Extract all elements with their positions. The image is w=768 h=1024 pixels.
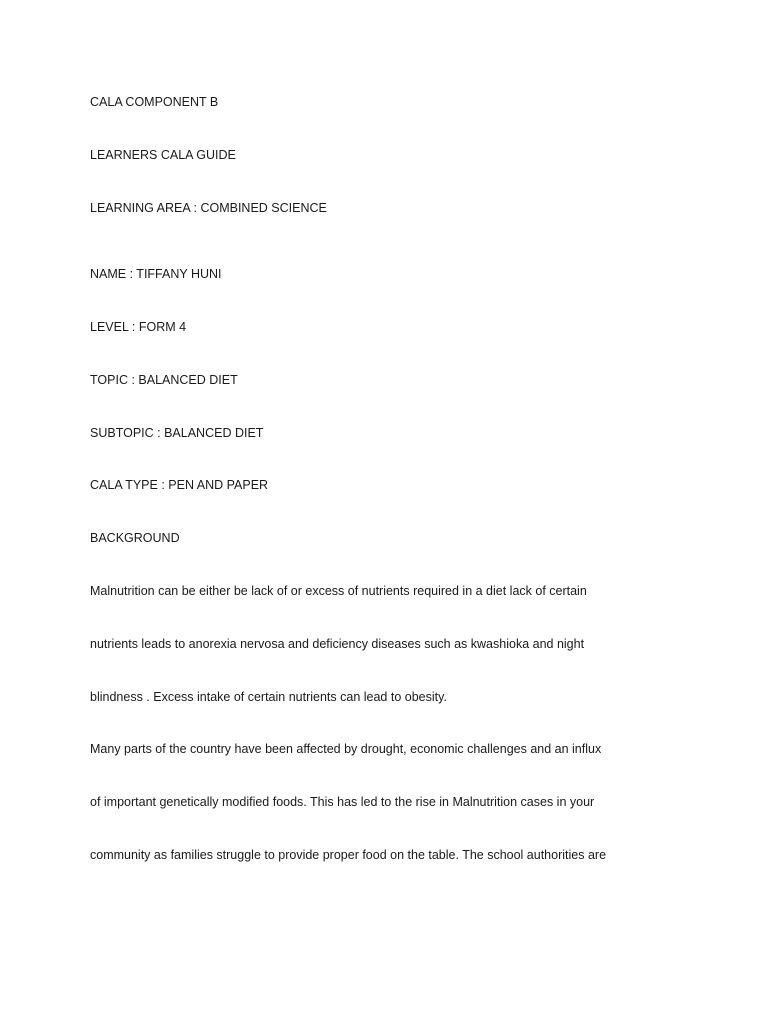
name-field: NAME : TIFFANY HUNI xyxy=(90,267,222,281)
guide-title: LEARNERS CALA GUIDE xyxy=(90,148,236,162)
topic-field: TOPIC : BALANCED DIET xyxy=(90,373,238,387)
level-field: LEVEL : FORM 4 xyxy=(90,320,187,334)
paragraph-line: blindness . Excess intake of certain nutrients can lead to obesity. xyxy=(90,690,447,704)
paragraph-line: Many parts of the country have been affected by drought, economic challenges and an influx xyxy=(90,742,602,756)
cala-type-field: CALA TYPE : PEN AND PAPER xyxy=(90,478,269,492)
paragraph-line: of important genetically modified foods. This has led to the rise in Malnutrition cases in your xyxy=(90,795,595,809)
subtopic-field: SUBTOPIC : BALANCED DIET xyxy=(90,426,264,440)
paragraph-line: Malnutrition can be either be lack of or excess of nutrients required in a diet lack of certain xyxy=(90,584,587,598)
learning-area-line: LEARNING AREA : COMBINED SCIENCE xyxy=(90,201,327,215)
paragraph-line: community as families struggle to provide proper food on the table. The school authorities are xyxy=(90,848,607,862)
section-heading: BACKGROUND xyxy=(90,531,180,545)
document-title: CALA COMPONENT B xyxy=(90,95,219,109)
paragraph-line: nutrients leads to anorexia nervosa and deficiency diseases such as kwashioka and night xyxy=(90,637,585,651)
